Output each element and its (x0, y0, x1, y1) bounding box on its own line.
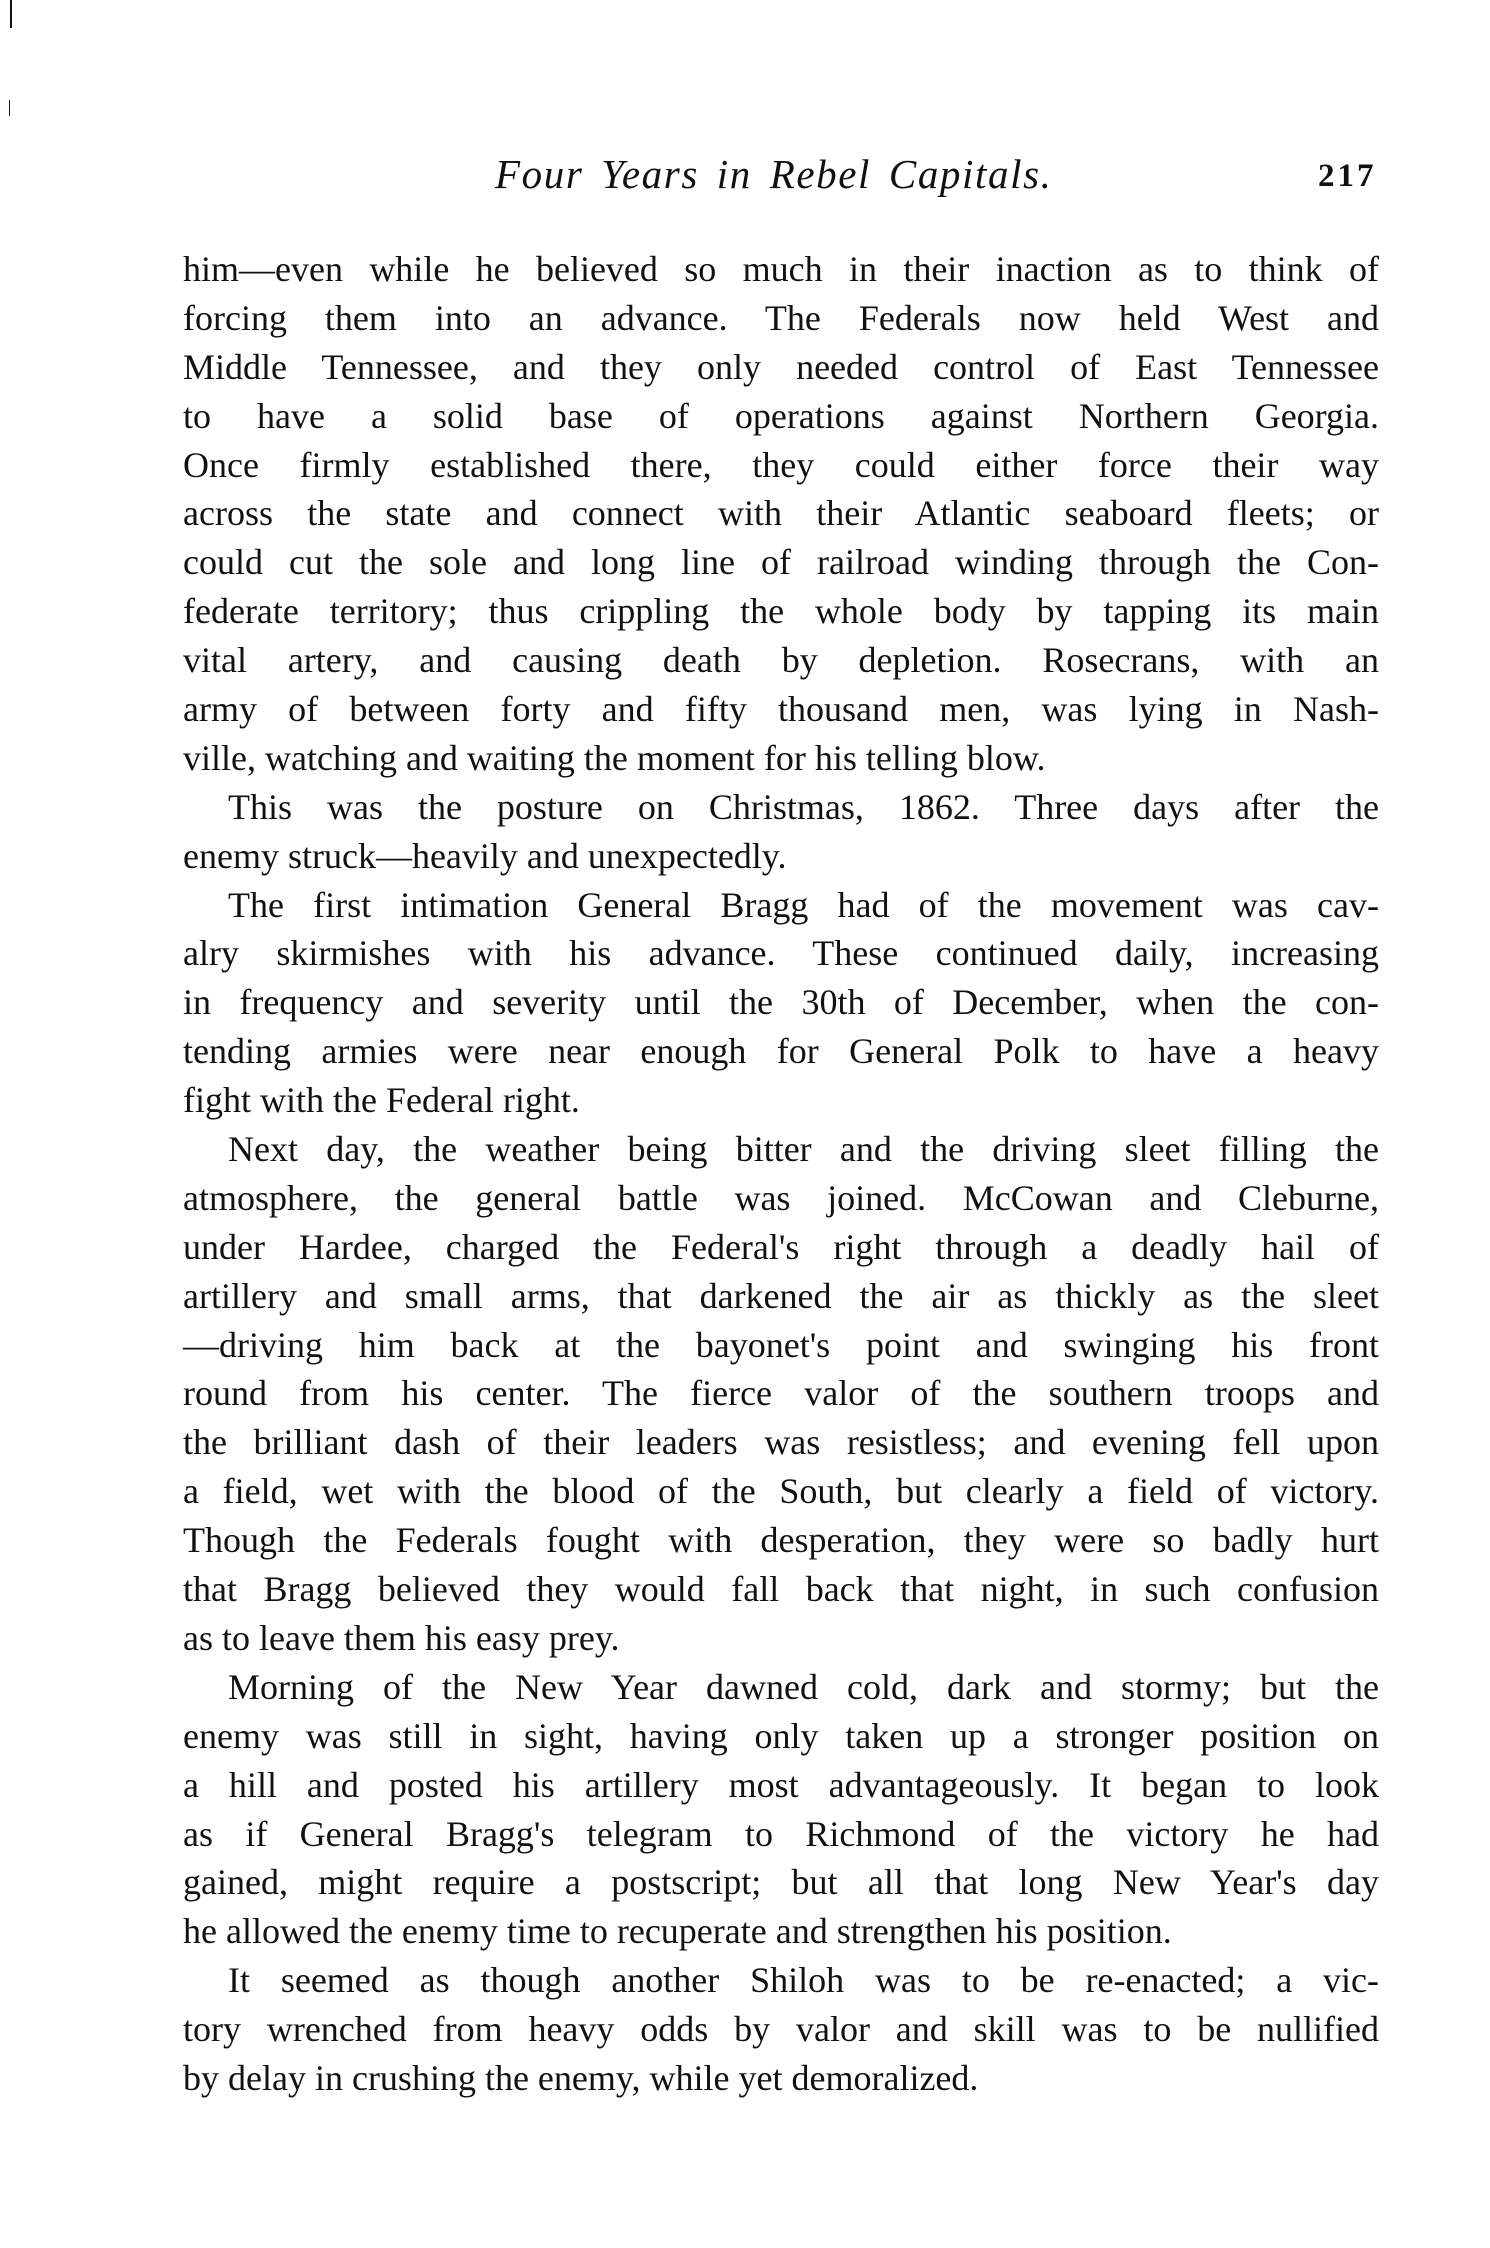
text-line: vital artery, and causing death by depletion. Rosecrans, with an (183, 640, 1379, 681)
text-line: as to leave them his easy prey. (183, 1617, 620, 1658)
scan-artifact-mark (9, 100, 10, 116)
text-line: round from his center. The fierce valor of the southern troops and (183, 1373, 1379, 1414)
text-line: Middle Tennessee, and they only needed control of East Tennessee (183, 346, 1379, 387)
text-line: could cut the sole and long line of railroad winding through the Con- (183, 542, 1379, 583)
text-line: tory wrenched from heavy odds by valor and skill was to be nullified (183, 2009, 1379, 2050)
text-line: a field, wet with the blood of the South, but clearly a field of victory. (183, 1471, 1379, 1512)
text-line: atmosphere, the general battle was joined. McCowan and Cleburne, (183, 1177, 1379, 1218)
text-line: as if General Bragg's telegram to Richmond of the victory he had (183, 1813, 1379, 1854)
paragraph (183, 1125, 1379, 1663)
text-line: to have a solid base of operations against Northern Georgia. (183, 395, 1379, 436)
text-line: a hill and posted his artillery most advantageously. It began to look (183, 1764, 1379, 1805)
text-line: enemy struck—heavily and unexpectedly. (183, 835, 787, 876)
text-line: in frequency and severity until the 30th of December, when the con- (183, 982, 1379, 1023)
text-line: fight with the Federal right. (183, 1080, 580, 1121)
text-line: across the state and connect with their Atlantic seaboard fleets; or (183, 493, 1379, 534)
paragraph (183, 1663, 1379, 1956)
text-line: enemy was still in sight, having only taken up a stronger position on (183, 1715, 1379, 1756)
text-line: army of between forty and fifty thousand men, was lying in Nash- (183, 689, 1379, 730)
text-line: This was the posture on Christmas, 1862. Three days after the (228, 786, 1379, 827)
text-line: artillery and small arms, that darkened the air as thickly as the sleet (183, 1275, 1379, 1316)
text-line: Though the Federals fought with desperation, they were so badly hurt (183, 1520, 1379, 1561)
scan-artifact-mark (10, 0, 12, 28)
paragraph (183, 881, 1379, 1125)
text-line: Once firmly established there, they could either force their way (183, 444, 1379, 485)
text-line: It seemed as though another Shiloh was to be re-enacted; a vic- (228, 1960, 1379, 2001)
paragraph (183, 245, 1379, 783)
text-line: him—even while he believed so much in their inaction as to think of (183, 249, 1379, 289)
running-title: Four Years in Rebel Capitals. (495, 151, 1053, 197)
text-line: gained, might require a postscript; but all that long New Year's day (183, 1862, 1379, 1903)
text-line: The first intimation General Bragg had of the movement was cav- (228, 884, 1379, 925)
text-line: Next day, the weather being bitter and the driving sleet filling the (228, 1129, 1379, 1170)
text-line: Morning of the New Year dawned cold, dark and stormy; but the (228, 1666, 1379, 1707)
text-line: the brilliant dash of their leaders was resistless; and evening fell upon (183, 1422, 1379, 1463)
text-line: alry skirmishes with his advance. These continued daily, increasing (183, 933, 1379, 974)
paragraph (183, 1956, 1379, 2103)
text-line: by delay in crushing the enemy, while yet demoralized. (183, 2057, 979, 2098)
page-number: 217 (1318, 158, 1377, 194)
text-line: —driving him back at the bayonet's point and swinging his front (183, 1324, 1379, 1365)
text-line: under Hardee, charged the Federal's right through a deadly hail of (183, 1226, 1379, 1267)
paragraph (183, 783, 1379, 881)
running-head (0, 150, 1490, 200)
text-line: he allowed the enemy time to recuperate and strengthen his position. (183, 1911, 1172, 1952)
text-line: ville, watching and waiting the moment for his telling blow. (183, 737, 1046, 778)
text-line: tending armies were near enough for General Polk to have a heavy (183, 1031, 1379, 1072)
text-line: federate territory; thus crippling the whole body by tapping its main (183, 591, 1379, 632)
text-line: that Bragg believed they would fall back that night, in such confusion (183, 1569, 1379, 1610)
text-line: forcing them into an advance. The Federals now held West and (183, 297, 1379, 338)
body-text (183, 245, 1379, 2103)
